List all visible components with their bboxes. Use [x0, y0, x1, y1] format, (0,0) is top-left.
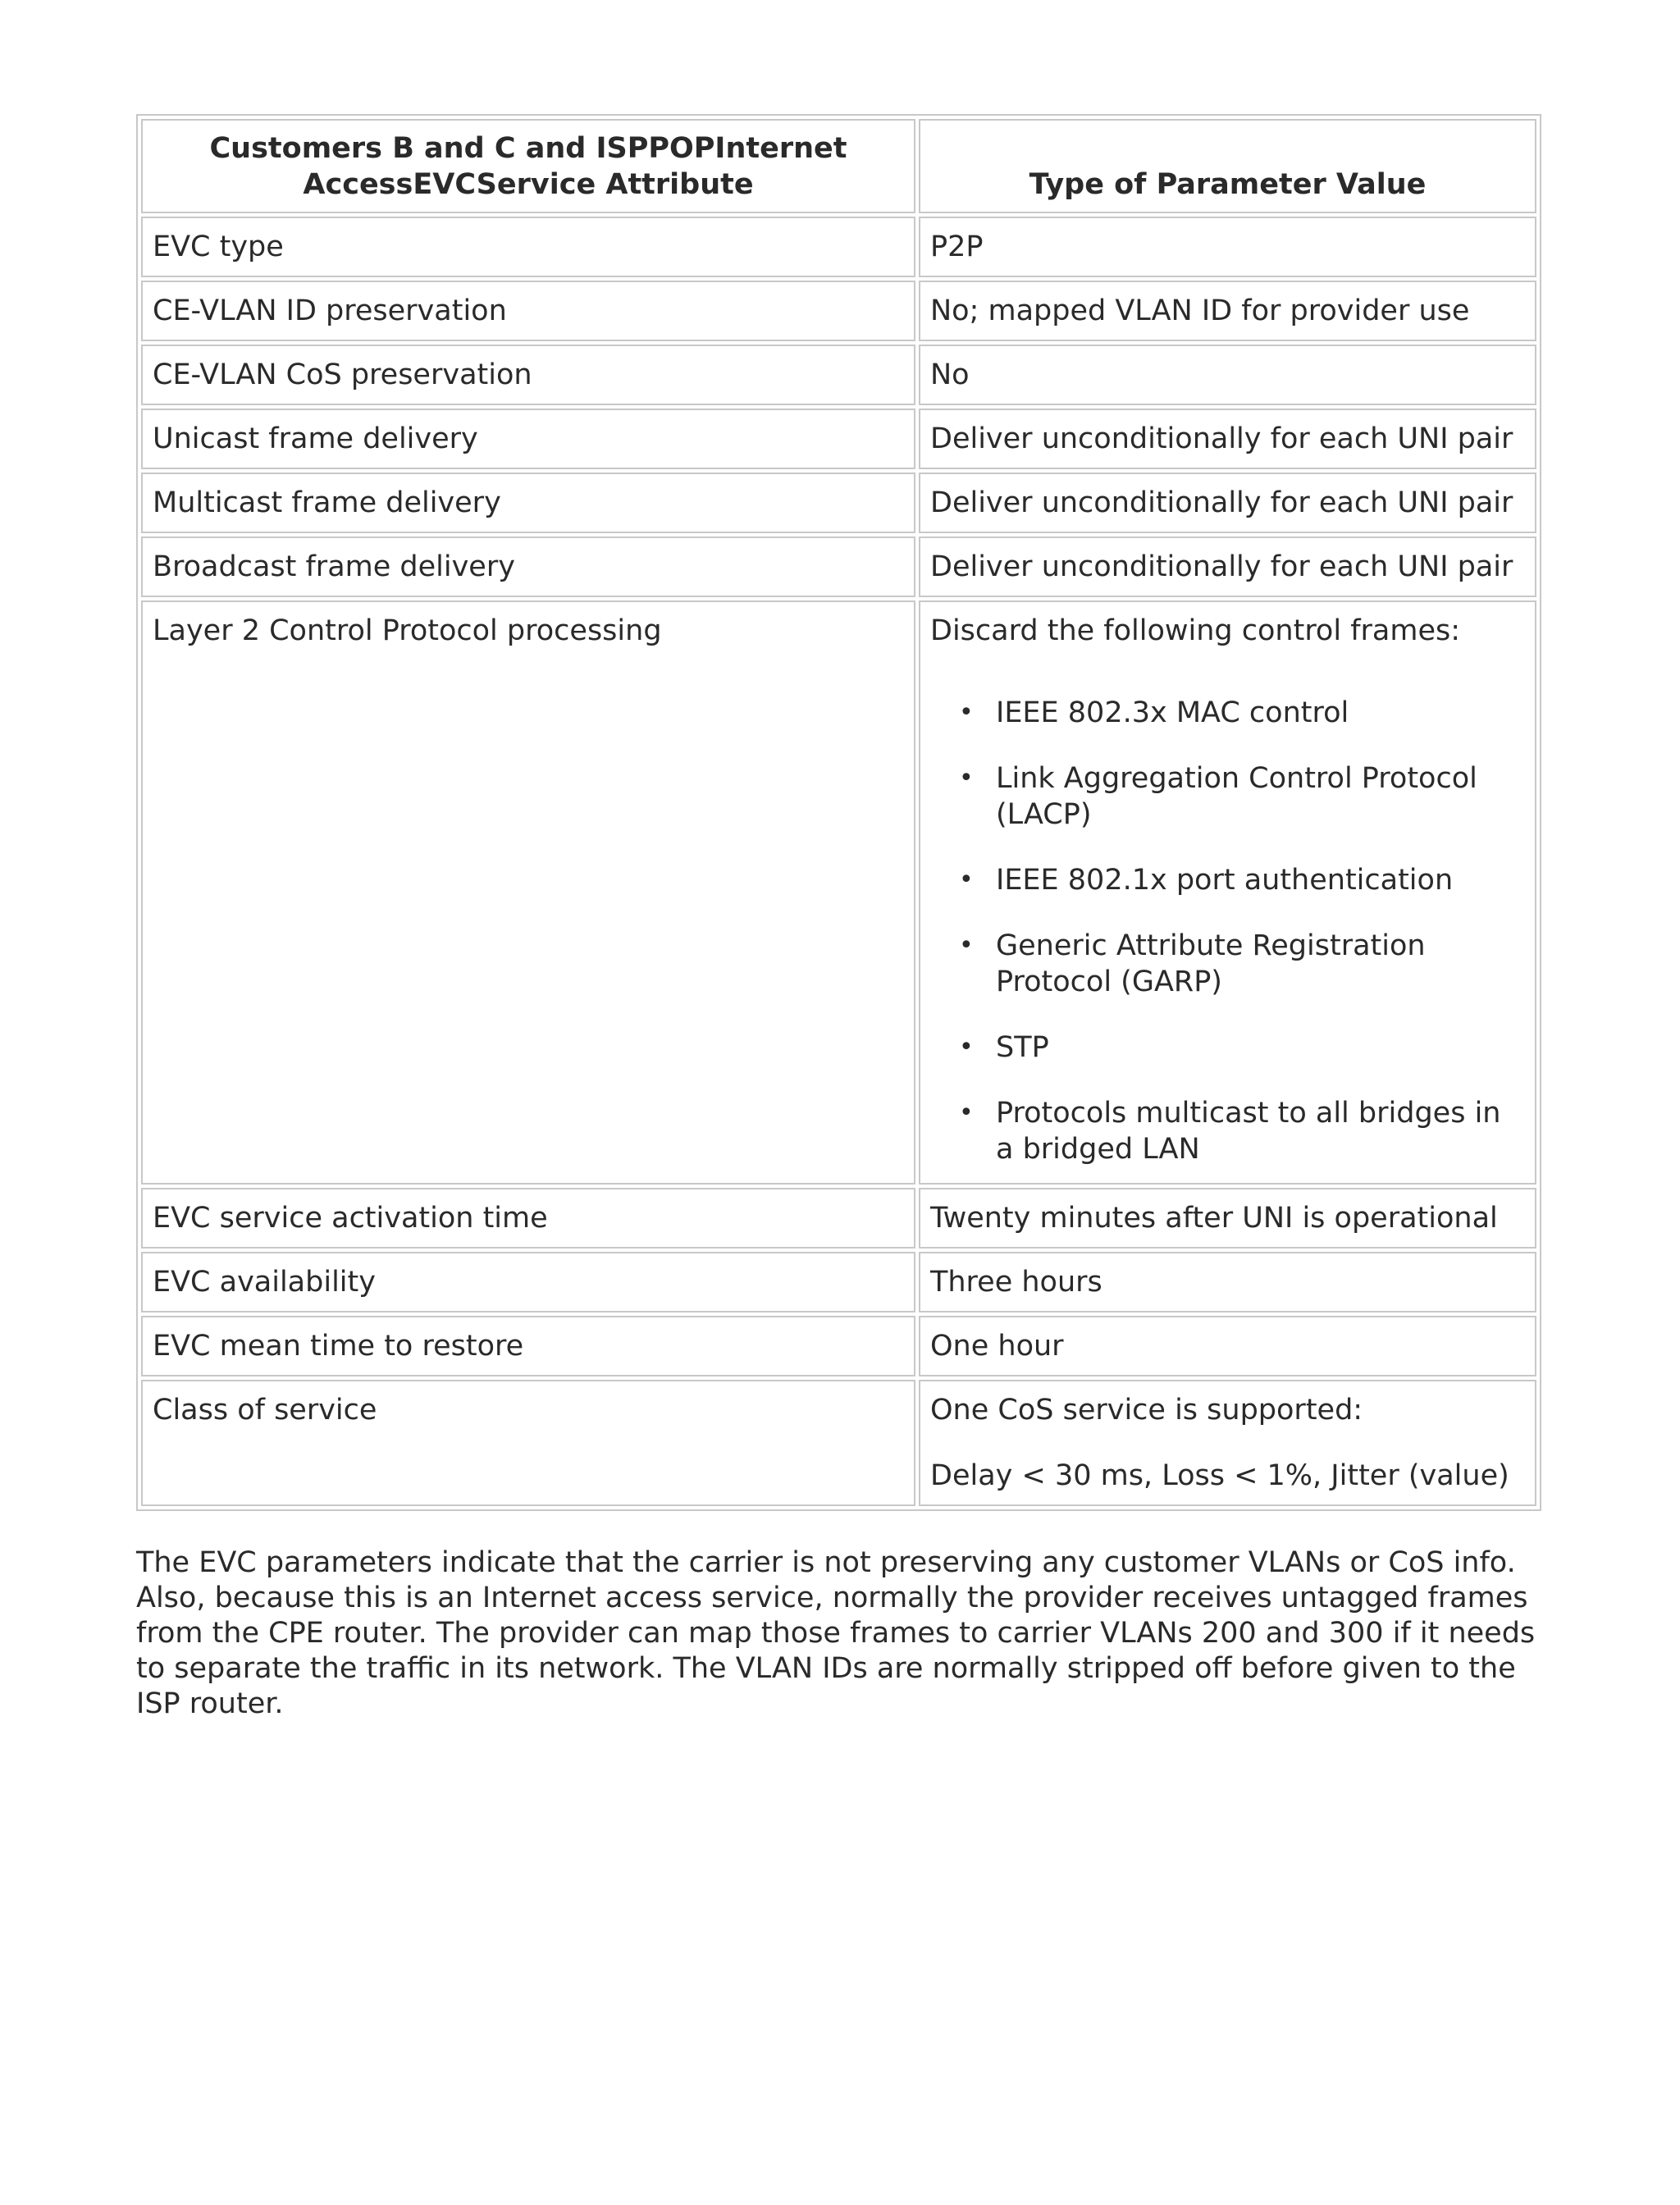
- row-value: Deliver unconditionally for each UNI pair: [919, 536, 1536, 597]
- row-value: Three hours: [919, 1252, 1536, 1312]
- row-attribute: EVC availability: [141, 1252, 915, 1312]
- evc-attributes-table: [136, 114, 1541, 1511]
- table-row: [141, 472, 1536, 533]
- bullet-icon: •: [959, 764, 974, 792]
- table-row-l2cp: [141, 600, 1536, 1185]
- l2cp-intro: Discard the following control frames:: [930, 614, 1461, 647]
- row-attribute: Broadcast frame delivery: [141, 536, 915, 597]
- table-row: [141, 409, 1536, 469]
- list-item: • IEEE 802.1x port authentication: [959, 864, 1454, 897]
- row-value-l2cp: [919, 600, 1536, 1185]
- bullet-icon: •: [959, 698, 974, 727]
- control-frames-list: [930, 695, 1525, 1167]
- list-item: • Generic Attribute Registration Protocol (GARP): [959, 929, 1426, 998]
- table-row: [141, 217, 1536, 277]
- bullet-icon: •: [959, 1033, 974, 1061]
- bullet-icon: •: [959, 865, 974, 894]
- row-value: Deliver unconditionally for each UNI pair: [919, 409, 1536, 469]
- row-value: No: [919, 345, 1536, 405]
- row-attribute: Layer 2 Control Protocol processing: [141, 600, 915, 1185]
- row-attribute: EVC service activation time: [141, 1188, 915, 1249]
- table-row: [141, 345, 1536, 405]
- cos-line-2: Delay < 30 ms, Loss < 1%, Jitter (value): [930, 1459, 1509, 1492]
- list-item: • IEEE 802.3x MAC control: [959, 696, 1349, 729]
- table-row: [141, 536, 1536, 597]
- bullet-icon: •: [959, 931, 974, 960]
- table-row: [141, 281, 1536, 341]
- table-row: [141, 1188, 1536, 1249]
- table-row: [141, 1316, 1536, 1376]
- header-attribute: Customers B and C and ISPPOPInternet AccessEVCService Attribute: [141, 119, 915, 213]
- table-row-cos: [141, 1380, 1536, 1506]
- list-item: • STP: [959, 1031, 1049, 1064]
- row-attribute: CE-VLAN CoS preservation: [141, 345, 915, 405]
- list-item: • Link Aggregation Control Protocol (LACP): [959, 762, 1477, 831]
- row-attribute: EVC mean time to restore: [141, 1316, 915, 1376]
- table-header-row: [141, 119, 1536, 213]
- explanation-paragraph: The EVC parameters indicate that the carrier is not preserving any customer VLANs or CoS info. Also, because this is an Internet access service, normally the provider receives untagged frames from the CPE router. The provider can map those frames to carrier VLANs 200 and 300 if it needs to separate the traffic in its network. The VLAN IDs are normally stripped off before given to the ISP router.: [136, 1546, 1536, 1720]
- row-attribute: EVC type: [141, 217, 915, 277]
- row-value-cos: [919, 1380, 1536, 1506]
- row-attribute: Unicast frame delivery: [141, 409, 915, 469]
- cos-line-1: One CoS service is supported:: [930, 1394, 1363, 1427]
- row-attribute: Multicast frame delivery: [141, 472, 915, 533]
- row-value: No; mapped VLAN ID for provider use: [919, 281, 1536, 341]
- row-attribute: CE-VLAN ID preservation: [141, 281, 915, 341]
- document-page: [136, 114, 1541, 1722]
- bullet-icon: •: [959, 1098, 974, 1127]
- row-value: Deliver unconditionally for each UNI pair: [919, 472, 1536, 533]
- list-item: • Protocols multicast to all bridges in a bridged LAN: [959, 1097, 1501, 1166]
- header-value: Type of Parameter Value: [919, 119, 1536, 213]
- row-value: P2P: [919, 217, 1536, 277]
- row-value: Twenty minutes after UNI is operational: [919, 1188, 1536, 1249]
- table-row: [141, 1252, 1536, 1312]
- row-value: One hour: [919, 1316, 1536, 1376]
- row-attribute: Class of service: [141, 1380, 915, 1506]
